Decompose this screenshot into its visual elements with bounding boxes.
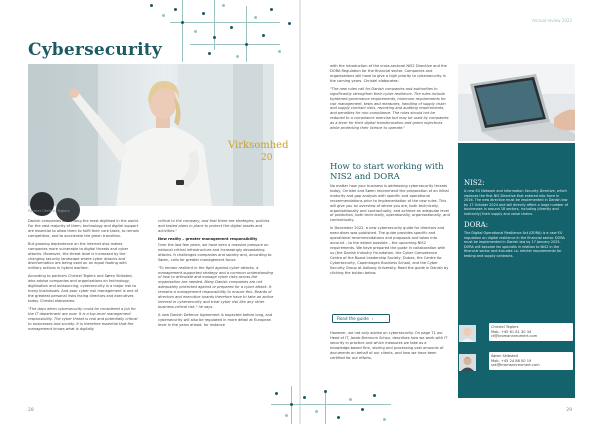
contact-card <box>489 352 573 370</box>
paragraph: However, we not only advise on cybersecurity. On page 71 our Head of IT, Jacob Brennum Schou, describes how we work with IT security in practice and which measures we take as a knowledge-based firm, storing and processing vast amounts of documents on behalf of our clients, and how we have been certified for our efforts. <box>330 331 448 360</box>
contact-email[interactable]: ct@kromannreumert.com <box>491 334 538 339</box>
running-head: Annual review 2022 <box>532 18 572 23</box>
nis2-text: A new EU Network and Information Security Directive, which replaces the first NIS Directive that entered into force in 2016. The new directive must be implemented in Danish law by 17 October 2024 and will directly affect a large number of businesses in around 18 sectors, including (directly and indirectly) their supply and value chains. <box>464 189 569 216</box>
left-column-2 <box>158 219 274 331</box>
left-column-1 <box>28 219 140 335</box>
paragraph: But growing dependence on the internet also makes companies more vulnerable to digital threats and cyber attacks. Moreover, the threat level is increased by the changing security landscape where cyber attacks and disinformation are being used on an equal footing with military actions in hybrid warfare. <box>28 241 129 271</box>
quote-paragraph: "To remain resilient in the fight against cyber attacks, a management-supported strategy and a common understanding of how to articulate and manage cyber risks across the organisation are needed. Many Danish companies are not adequately protected against or prepared for a cyber attack. It remains a management responsibility to ensure this. Boards of directors and executive boards therefore have to take an active interest in cybersecurity and treat cyber risk like any other business-critical risk," he says. <box>158 265 274 309</box>
contact-phone: Mob. +45 24 86 00 19 <box>491 358 532 363</box>
quote-paragraph: critical to the company, and that there are strategies, policies and tested plans in place to protect the digital assets and activities." <box>158 219 270 233</box>
sign-number: 20 <box>261 153 273 163</box>
laptop-photo <box>458 64 575 141</box>
chevron-right-icon: › <box>371 316 374 321</box>
paragraph: According to partners Christel Teglers and Søren Skibsted, who advise companies and organisations on technology, digitisation and outsourcing, cybersecurity is a major risk to many businesses. And poor cyber risk management is one of the greatest personal risks facing directors and executives today. Christel elaborates: <box>28 274 139 303</box>
dora-text: The Digital Operational Resilience Act (DORA) is a new EU regulation on digital resilience in the financial sector. DORA must be implemented in Danish law by 17 January 2025. DORA will become lex specialis in relation to NIS2 in the financial sector and includes i.a. stricter requirements for testing and supply contracts. <box>464 231 565 258</box>
dora-title: DORA: <box>464 221 489 229</box>
right-column-top <box>330 64 450 134</box>
quote-paragraph: "The new rules call for Danish companies and authorities to significantly strengthen their cyber resilience. The rules include tightened governance requirements, minimum requirements for risk management, tests and measures, handling of supply chain and supply contract risks, reporting and auditing requirements, and penalties for non-compliance. The rules should not be reduced to a compliance exercise but may be used by companies as a lever for their digital transformation and green objectives while protecting their licence to operate." <box>330 86 449 131</box>
contact-email[interactable]: ssk@kromannreumert.com <box>491 363 540 368</box>
avatar <box>459 354 476 371</box>
contact-card <box>489 323 573 341</box>
right-column-middle <box>330 184 450 279</box>
portrait-photo <box>28 64 289 206</box>
read-guide-button[interactable] <box>332 314 390 323</box>
nis2-title: NIS2: <box>464 179 485 187</box>
right-column-bottom <box>330 331 448 364</box>
decorative-dot-grid <box>271 386 421 424</box>
section-heading: How to start working with NIS2 and DORA <box>330 162 444 182</box>
photo-caption: Partner Christel Teglers <box>28 209 70 213</box>
paragraph: In December 2022, a new cybersecurity guide for directors and executives was published. The guide provides specific and operational recommendations and proposals and takes into account – to the extent possible – the upcoming NIS2 requirements. We have prepared the guide in collaboration with us (the Danish Industry Foundation, the Cyber Competence Centre of the Board Leadership Society, Dubex, the Centre for Cybersecurity, Copenhagen Business School, and the Cyber Security Group at Aalborg University. Read the guide in Danish by clicking the button below. <box>330 226 449 275</box>
paragraph: No matter how your business is addressing cybersecurity threats today, Christel and Søren recommend the preparation of an initial maturity and gap analysis with specific and operational recommendations prior to implementation of the new rules. This will give you an overview of where you are, both technically, organisationally and contractually, and achieve an adequate level of protection, both technically, operationally, organisationally, and contractually. <box>330 184 450 223</box>
quote-paragraph: "The days when cybersecurity could be considered a job for the IT department are over. It is a top-level management responsibility. The cyber threat is real and potentially critical to businesses and society. It is therefore essential that the management knows what is digitally <box>28 307 138 331</box>
decorative-dot-grid <box>150 0 300 62</box>
paragraph: with the introduction of the cross-sectoral NIS2 Directive and the DORA Regulation for the financial sector. Companies and organisations will have to give a high priority to cybersecurity in the coming years. Christel elaborates: <box>330 64 447 83</box>
paragraph: Danish companies are among the most digitised in the world. For the vast majority of them, technology and digital support are essential to allow them to fulfil their core tasks, to remain competitive, and to accelerate the green transition. <box>28 219 140 238</box>
paragraph: A new Danish Defence Agreement is expected before long, and cybersecurity will also be regulated in more detail at European level in the years ahead, for instance <box>158 312 273 327</box>
laptop-illustration <box>458 64 575 141</box>
right-page <box>300 0 600 424</box>
contact-name: Søren Skibsted <box>491 354 518 358</box>
contact-name: Christel Teglers <box>491 325 519 329</box>
contact-phone: Mob. +45 61 61 30 34 <box>491 329 532 334</box>
portrait-illustration <box>28 64 289 206</box>
page-number: 28 <box>28 408 34 413</box>
paragraph: Over the last few years, we have seen a massive pressure on national critical infrastructure and increasingly devastating attacks. It challenges companies and society and, according to Søren, calls for greater management focus: <box>158 242 272 262</box>
avatar <box>459 325 476 342</box>
sign-word: Virksomhed <box>228 140 289 151</box>
subheading: New reality – greater management responsibility <box>158 236 258 241</box>
page-number: 29 <box>566 408 572 413</box>
button-label: Read the guide <box>337 316 369 321</box>
page-title: Cybersecurity <box>28 40 162 60</box>
